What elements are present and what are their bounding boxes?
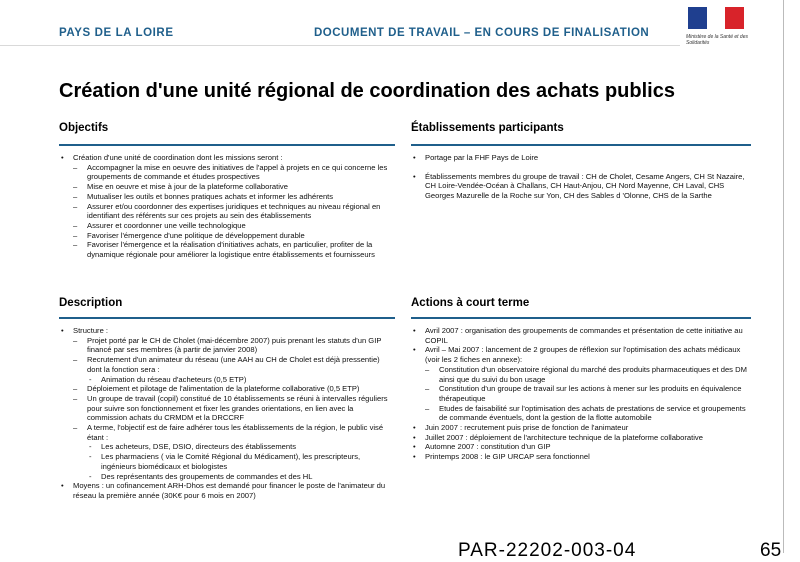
list-item: • Portage par la FHF Pays de Loire <box>411 153 747 163</box>
list-item: – Favoriser l'émergence et la réalisation d'initiatives achats, en particulier, profiter de la dynamique régionale pour améliorer la logistique entre établissements et fournisseurs <box>59 240 391 259</box>
list-item: • Automne 2007 : constitution d'un GIP <box>411 442 747 452</box>
list-item: – Constitution d'un observatoire régional du marché des produits pharmaceutiques et des DM ainsi que du suivi du bon usage <box>411 365 747 384</box>
ministry-logo-icon <box>688 7 744 29</box>
list-item: – Favoriser l'émergence d'une politique de développement durable <box>59 231 391 241</box>
document-reference: PAR-22202-003-04 <box>458 540 637 561</box>
list-item: • Avril – Mai 2007 : lancement de 2 groupes de réflexion sur l'optimisation des achats médicaux (voir les 2 fiches en annexe): <box>411 345 747 364</box>
list-item: – Mise en oeuvre et mise à jour de la plateforme collaborative <box>59 182 391 192</box>
etablissements-list <box>411 153 747 201</box>
list-item: – Assurer et coordonner une veille technologique <box>59 221 391 231</box>
list-item: • Avril 2007 : organisation des groupements de commandes et présentation de cette initiative au COPIL <box>411 326 747 345</box>
list-item: – Déploiement et pilotage de l'alimentation de la plateforme collaborative (0,5 ETP) <box>59 384 391 394</box>
section-heading-actions: Actions à court terme <box>411 297 530 309</box>
section-body-actions <box>411 326 747 462</box>
page-title: Création d'une unité régional de coordination des achats publics <box>59 80 675 102</box>
header-divider <box>0 45 680 46</box>
section-body-objectifs <box>59 153 391 260</box>
section-body-description <box>59 326 391 501</box>
list-item: – Un groupe de travail (copil) constitué de 10 établissements se réuni à intervalles réguliers pour suivre son fonctionnement et fixer les grandes orientations, en lien avec la commission achats du CRMDM et la DRCCRF <box>59 394 391 423</box>
section-rule-etablissements <box>411 144 751 146</box>
section-body-etablissements <box>411 153 747 201</box>
section-rule-description <box>59 317 395 319</box>
header-region: PAYS DE LA LOIRE <box>59 27 174 39</box>
list-item: • Structure : <box>59 326 391 336</box>
list-item: – A terme, l'objectif est de faire adhérer tous les établissements de la région, le public visé étant : <box>59 423 391 442</box>
list-item: - Des représentants des groupements de commandes et des HL <box>59 472 391 482</box>
list-item: – Projet porté par le CH de Cholet (mai-décembre 2007) puis prenant les statuts d'un GIP financé par ses membres (à partir de janvier 2008) <box>59 336 391 355</box>
list-item: • Printemps 2008 : le GIP URCAP sera fonctionnel <box>411 452 747 462</box>
section-rule-actions <box>411 317 751 319</box>
objectifs-list <box>59 153 391 260</box>
page-edge-line <box>783 0 784 553</box>
list-item: • Juillet 2007 : déploiement de l'architecture technique de la plateforme collaborative <box>411 433 747 443</box>
list-item: • Création d'une unité de coordination dont les missions seront : <box>59 153 391 163</box>
list-item: - Animation du réseau d'acheteurs (0,5 ETP) <box>59 375 391 385</box>
header-document-status: DOCUMENT DE TRAVAIL – EN COURS DE FINALISATION <box>314 27 650 39</box>
ministry-logo-text: Ministère de la Santé et des Solidarités <box>686 34 748 46</box>
list-item: • Moyens : un cofinancement ARH-Dhos est demandé pour financer le poste de l'animateur du réseau la première année (30K€ pour 6 mois en 2007) <box>59 481 391 500</box>
list-item: – Mutualiser les outils et bonnes pratiques achats et informer les adhérents <box>59 192 391 202</box>
list-item: • Juin 2007 : recrutement puis prise de fonction de l'animateur <box>411 423 747 433</box>
section-heading-objectifs: Objectifs <box>59 122 109 134</box>
list-item: - Les pharmaciens ( via le Comité Régional du Médicament), les prescripteurs, ingénieurs biomédicaux et biologistes <box>59 452 391 471</box>
page-header <box>0 0 800 70</box>
description-list <box>59 326 391 501</box>
list-spacer <box>411 163 747 172</box>
list-item: – Constitution d'un groupe de travail sur les actions à mener sur les produits en équivalence thérapeutique <box>411 384 747 403</box>
list-item: • Établissements membres du groupe de travail : CH de Cholet, Cesame Angers, CH St Nazaire, CH Loire-Vendée-Océan à Challans, CH Haut-Anjou, CH Nord Mayenne, CH Laval, CHS Georges Mazurelle de la Roche sur Yon, CH des Sables d 'Olonne, CHS de la Sarthe <box>411 172 747 201</box>
list-item: – Accompagner la mise en oeuvre des initiatives de l'appel à projets en ce qui concerne les groupements de commande et études prospectives <box>59 163 391 182</box>
actions-list <box>411 326 747 462</box>
list-item: – Etudes de faisabilité sur l'optimisation des achats de prestations de service et groupements de commande éventuels, dont la gestion de la flotte automobile <box>411 404 747 423</box>
list-item: - Les acheteurs, DSE, DSIO, directeurs des établissements <box>59 442 391 452</box>
section-heading-etablissements: Établissements participants <box>411 122 564 134</box>
list-item: – Recrutement d'un animateur du réseau (une AAH au CH de Cholet est déjà pressentie) dont la fonction sera : <box>59 355 391 374</box>
page-number: 65 <box>760 540 782 561</box>
list-item: – Assurer et/ou coordonner des expertises juridiques et techniques au niveau régional en identifiant des référents sur ces projets au sein des établissements <box>59 202 391 221</box>
section-heading-description: Description <box>59 297 123 309</box>
section-rule-objectifs <box>59 144 395 146</box>
